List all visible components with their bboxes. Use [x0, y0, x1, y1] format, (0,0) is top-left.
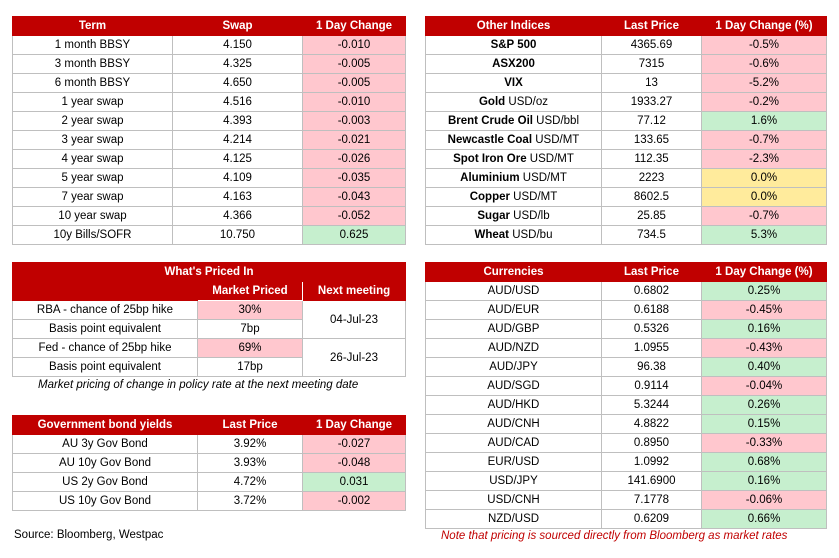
price-cell: 0.6209 [602, 510, 702, 529]
fed-value: 69% [198, 339, 303, 358]
bond-name-cell: US 10y Gov Bond [13, 492, 198, 511]
change-cell: 0.66% [702, 510, 827, 529]
table-row [13, 131, 406, 150]
currency-pair-cell: AUD/SGD [426, 377, 602, 396]
table-row [426, 510, 827, 529]
price-cell: 0.9114 [602, 377, 702, 396]
currency-pair-cell: AUD/HKD [426, 396, 602, 415]
table-header-row [426, 263, 827, 282]
index-name-cell [426, 112, 602, 131]
change-cell: 0.625 [303, 226, 406, 245]
price-cell: 734.5 [602, 226, 702, 245]
change-cell: -0.052 [303, 207, 406, 226]
table-row [426, 112, 827, 131]
whats-priced-in-table [12, 262, 406, 377]
table-row [426, 93, 827, 112]
price-cell: 141.6900 [602, 472, 702, 491]
index-unit: USD/lb [513, 210, 550, 222]
table-row [426, 301, 827, 320]
swap-cell: 4.366 [173, 207, 303, 226]
change-cell: -0.06% [702, 491, 827, 510]
index-unit: USD/MT [513, 191, 558, 203]
index-name: Brent Crude Oil [447, 115, 533, 127]
term-cell: 2 year swap [13, 112, 173, 131]
fed-bp-label: Basis point equivalent [13, 358, 198, 377]
header-last-price: Last Price [602, 263, 702, 282]
index-name: Newcastle Coal [447, 134, 533, 146]
table-row [426, 358, 827, 377]
price-cell: 3.72% [198, 492, 303, 511]
price-cell: 25.85 [602, 207, 702, 226]
other-indices-table [425, 16, 827, 245]
header-term: Term [13, 17, 173, 36]
table-row [13, 454, 406, 473]
table-header-row [13, 416, 406, 435]
bond-name-cell: AU 3y Gov Bond [13, 435, 198, 454]
table-row [426, 36, 827, 55]
table-row [13, 150, 406, 169]
price-cell: 4.8822 [602, 415, 702, 434]
table-row [426, 453, 827, 472]
currency-pair-cell: EUR/USD [426, 453, 602, 472]
term-cell: 1 month BBSY [13, 36, 173, 55]
index-name: Aluminium [460, 172, 520, 184]
index-name: S&P 500 [490, 39, 537, 51]
swap-cell: 10.750 [173, 226, 303, 245]
index-unit: USD/MT [535, 134, 580, 146]
table-row [13, 492, 406, 511]
change-cell: 0.16% [702, 472, 827, 491]
change-cell: -0.5% [702, 36, 827, 55]
index-name-cell [426, 226, 602, 245]
term-cell: 5 year swap [13, 169, 173, 188]
header-market-priced: Market Priced [198, 282, 303, 301]
rba-bp-label: Basis point equivalent [13, 320, 198, 339]
change-cell: -0.7% [702, 131, 827, 150]
index-name-cell [426, 150, 602, 169]
change-cell: 0.031 [303, 473, 406, 492]
index-name-cell [426, 74, 602, 93]
price-cell: 7315 [602, 55, 702, 74]
change-cell: -0.035 [303, 169, 406, 188]
header-currencies: Currencies [426, 263, 602, 282]
table-row [426, 74, 827, 93]
header-other-indices: Other Indices [426, 17, 602, 36]
change-cell: -0.6% [702, 55, 827, 74]
table-row [426, 131, 827, 150]
change-cell: 0.40% [702, 358, 827, 377]
currency-pair-cell: USD/CNH [426, 491, 602, 510]
index-name-cell [426, 188, 602, 207]
index-name: ASX200 [492, 58, 535, 70]
currency-pair-cell: AUD/NZD [426, 339, 602, 358]
swap-cell: 4.650 [173, 74, 303, 93]
change-cell: 1.6% [702, 112, 827, 131]
table-row [13, 435, 406, 454]
currency-pair-cell: USD/JPY [426, 472, 602, 491]
header-change-pct: 1 Day Change (%) [702, 17, 827, 36]
currency-pair-cell: AUD/USD [426, 282, 602, 301]
table-row [13, 36, 406, 55]
table-row [13, 74, 406, 93]
price-cell: 112.35 [602, 150, 702, 169]
term-cell: 7 year swap [13, 188, 173, 207]
table-row [426, 207, 827, 226]
disclaimer-note: Note that pricing is sourced directly from Bloomberg as market rates [441, 530, 788, 542]
index-name: Copper [469, 191, 510, 203]
table-row [426, 434, 827, 453]
price-cell: 0.6188 [602, 301, 702, 320]
index-name: VIX [504, 77, 523, 89]
table-header-row [426, 17, 827, 36]
change-cell: -5.2% [702, 74, 827, 93]
price-cell: 3.92% [198, 435, 303, 454]
term-cell: 10 year swap [13, 207, 173, 226]
price-cell: 4365.69 [602, 36, 702, 55]
table-row [426, 491, 827, 510]
change-cell: -0.43% [702, 339, 827, 358]
index-name: Wheat [474, 229, 509, 241]
price-cell: 5.3244 [602, 396, 702, 415]
table-row [13, 169, 406, 188]
change-cell: 0.25% [702, 282, 827, 301]
term-cell: 4 year swap [13, 150, 173, 169]
change-cell: -0.45% [702, 301, 827, 320]
government-bond-yields-table [12, 415, 406, 511]
table-header-row [13, 17, 406, 36]
table-row [13, 188, 406, 207]
index-name-cell [426, 207, 602, 226]
currency-pair-cell: AUD/EUR [426, 301, 602, 320]
index-unit: USD/bbl [536, 115, 579, 127]
swap-rates-table [12, 16, 406, 245]
swap-cell: 4.393 [173, 112, 303, 131]
header-next-meeting: Next meeting [303, 282, 406, 301]
index-name-cell [426, 36, 602, 55]
price-cell: 4.72% [198, 473, 303, 492]
change-cell: -0.002 [303, 492, 406, 511]
fed-meeting: 26-Jul-23 [303, 339, 406, 377]
swap-cell: 4.325 [173, 55, 303, 74]
change-cell: -0.7% [702, 207, 827, 226]
currency-pair-cell: NZD/USD [426, 510, 602, 529]
change-cell: -0.005 [303, 74, 406, 93]
currencies-table [425, 262, 827, 529]
swap-cell: 4.125 [173, 150, 303, 169]
policy-note: Market pricing of change in policy rate at the next meeting date [38, 379, 359, 391]
header-change: 1 Day Change [303, 416, 406, 435]
price-cell: 0.8950 [602, 434, 702, 453]
price-cell: 1.0955 [602, 339, 702, 358]
change-cell: -0.04% [702, 377, 827, 396]
change-cell: 0.16% [702, 320, 827, 339]
price-cell: 96.38 [602, 358, 702, 377]
table-row [426, 55, 827, 74]
price-cell: 0.6802 [602, 282, 702, 301]
table-row [426, 415, 827, 434]
table-row [13, 207, 406, 226]
priced-blank-header [13, 282, 198, 301]
change-cell: -0.027 [303, 435, 406, 454]
table-row [13, 93, 406, 112]
index-unit: USD/bu [512, 229, 553, 241]
change-cell: -0.33% [702, 434, 827, 453]
price-cell: 133.65 [602, 131, 702, 150]
header-last-price: Last Price [602, 17, 702, 36]
price-cell: 13 [602, 74, 702, 93]
header-change-pct: 1 Day Change (%) [702, 263, 827, 282]
header-change: 1 Day Change [303, 17, 406, 36]
table-row [426, 188, 827, 207]
bond-name-cell: AU 10y Gov Bond [13, 454, 198, 473]
price-cell: 1.0992 [602, 453, 702, 472]
table-row [426, 320, 827, 339]
change-cell: -0.021 [303, 131, 406, 150]
change-cell: 5.3% [702, 226, 827, 245]
swap-cell: 4.150 [173, 36, 303, 55]
change-cell: 0.0% [702, 188, 827, 207]
table-row [426, 472, 827, 491]
header-bond-yields: Government bond yields [13, 416, 198, 435]
change-cell: 0.68% [702, 453, 827, 472]
table-row [13, 112, 406, 131]
price-cell: 7.1778 [602, 491, 702, 510]
currency-pair-cell: AUD/CAD [426, 434, 602, 453]
swap-cell: 4.163 [173, 188, 303, 207]
change-cell: -2.3% [702, 150, 827, 169]
header-swap: Swap [173, 17, 303, 36]
change-cell: -0.2% [702, 93, 827, 112]
table-row [426, 377, 827, 396]
term-cell: 1 year swap [13, 93, 173, 112]
change-cell: -0.043 [303, 188, 406, 207]
price-cell: 3.93% [198, 454, 303, 473]
index-name: Spot Iron Ore [453, 153, 527, 165]
index-name-cell [426, 55, 602, 74]
index-unit: USD/MT [522, 172, 567, 184]
index-name-cell [426, 131, 602, 150]
index-unit: USD/oz [508, 96, 549, 108]
table-row [13, 473, 406, 492]
rba-meeting: 04-Jul-23 [303, 301, 406, 339]
change-cell: -0.010 [303, 36, 406, 55]
source-note: Source: Bloomberg, Westpac [14, 529, 164, 541]
currency-pair-cell: AUD/JPY [426, 358, 602, 377]
swap-cell: 4.109 [173, 169, 303, 188]
rba-value: 30% [198, 301, 303, 320]
change-cell: 0.0% [702, 169, 827, 188]
index-name: Gold [478, 96, 506, 108]
change-cell: -0.005 [303, 55, 406, 74]
table-row [426, 396, 827, 415]
table-row [426, 282, 827, 301]
index-name-cell [426, 169, 602, 188]
term-cell: 3 year swap [13, 131, 173, 150]
priced-title: What's Priced In [13, 263, 406, 282]
price-cell: 77.12 [602, 112, 702, 131]
change-cell: -0.026 [303, 150, 406, 169]
rba-bp-value: 7bp [198, 320, 303, 339]
term-cell: 3 month BBSY [13, 55, 173, 74]
index-name-cell [426, 93, 602, 112]
fed-label: Fed - chance of 25bp hike [13, 339, 198, 358]
index-unit: USD/MT [529, 153, 574, 165]
table-row [426, 339, 827, 358]
table-row [13, 226, 406, 245]
price-cell: 8602.5 [602, 188, 702, 207]
price-cell: 0.5326 [602, 320, 702, 339]
table-row [426, 150, 827, 169]
term-cell: 10y Bills/SOFR [13, 226, 173, 245]
rba-label: RBA - chance of 25bp hike [13, 301, 198, 320]
change-cell: -0.048 [303, 454, 406, 473]
bond-name-cell: US 2y Gov Bond [13, 473, 198, 492]
change-cell: 0.26% [702, 396, 827, 415]
swap-cell: 4.214 [173, 131, 303, 150]
currency-pair-cell: AUD/CNH [426, 415, 602, 434]
table-row [426, 169, 827, 188]
term-cell: 6 month BBSY [13, 74, 173, 93]
table-row [426, 226, 827, 245]
table-row [13, 55, 406, 74]
fed-bp-value: 17bp [198, 358, 303, 377]
swap-cell: 4.516 [173, 93, 303, 112]
change-cell: -0.010 [303, 93, 406, 112]
index-name: Sugar [477, 210, 510, 222]
price-cell: 1933.27 [602, 93, 702, 112]
change-cell: -0.003 [303, 112, 406, 131]
price-cell: 2223 [602, 169, 702, 188]
change-cell: 0.15% [702, 415, 827, 434]
header-last-price: Last Price [198, 416, 303, 435]
currency-pair-cell: AUD/GBP [426, 320, 602, 339]
